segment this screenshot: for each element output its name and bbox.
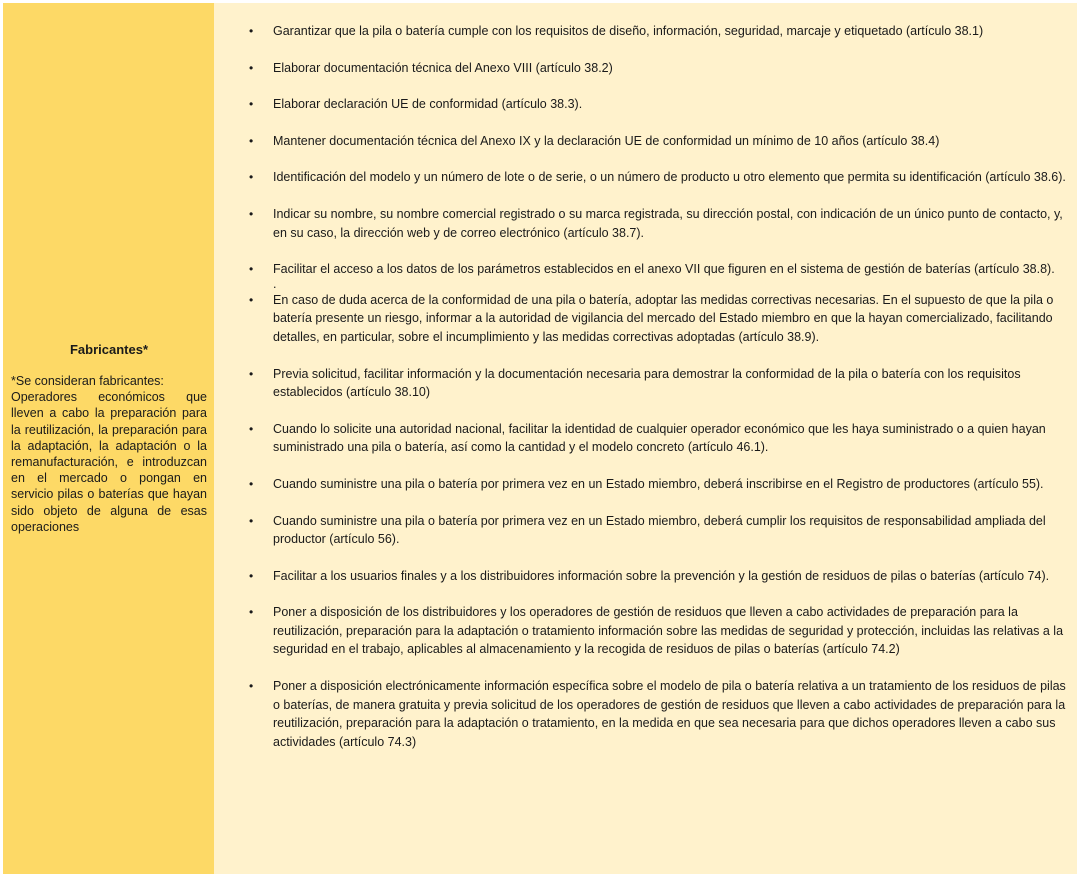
obligation-item (223, 567, 1071, 586)
stray-dot: . (273, 276, 277, 291)
obligation-text: Poner a disposición electrónicamente información específica sobre el modelo de pila o batería relativa a un tratamiento de los residuos de pilas o baterías, de manera gratuita y previa solicitud de los operadores de gestión de residuos que lleven a cabo actividades de preparación para la reutilización, preparación para la adaptación o tratamiento, en la medida en que sea necesaria para que dichos operadores lleven a cabo sus actividades (artículo 74.3) (273, 679, 1066, 749)
obligation-item (223, 260, 1071, 279)
obligation-item (223, 603, 1071, 659)
bullet-icon: • (249, 60, 254, 75)
bullet-icon: • (249, 421, 254, 436)
bullet-icon: • (249, 605, 254, 620)
obligation-item (223, 205, 1071, 242)
obligation-item (223, 291, 1071, 347)
bullet-icon: • (249, 366, 254, 381)
obligation-item (223, 22, 1071, 41)
obligation-item (223, 420, 1071, 457)
bullet-icon: • (249, 97, 254, 112)
obligation-text: Garantizar que la pila o batería cumple con los requisitos de diseño, información, seguridad, marcaje y etiquetado (artículo 38.1) (273, 24, 984, 38)
bullet-icon: • (249, 568, 254, 583)
role-note-text: Operadores económicos que lleven a cabo la preparación para la reutilización, la preparación para la adaptación, la adaptación o la remanufacturación, e introduzcan en el mercado o pongan en servicio pilas o baterías que hayan sido objeto de alguna de esas operaciones (11, 390, 207, 534)
bullet-icon: • (249, 476, 254, 491)
obligation-item (223, 475, 1071, 494)
bullet-icon: • (249, 262, 254, 277)
obligation-text: Cuando lo solicite una autoridad nacional, facilitar la identidad de cualquier operador económico que les haya suministrado o a quien hayan suministrado una pila o batería, así como la cantidad y el modelo concreto (artículo 46.1). (273, 421, 1046, 455)
role-cell (3, 3, 214, 874)
obligation-text: Cuando suministre una pila o batería por primera vez en un Estado miembro, deberá inscribirse en el Registro de productores (artículo 55). (273, 476, 1044, 491)
obligations-table (3, 3, 1077, 874)
obligation-item (223, 512, 1071, 549)
obligation-text: Elaborar declaración UE de conformidad (artículo 38.3). (273, 97, 583, 112)
obligation-text: Facilitar a los usuarios finales y a los distribuidores información sobre la prevención y la gestión de residuos de pilas o baterías (artículo 74). (273, 568, 1050, 583)
bullet-icon: • (249, 206, 254, 221)
obligation-text: Facilitar el acceso a los datos de los parámetros establecidos en el anexo VII que figuren en el sistema de gestión de baterías (artículo 38.8). (273, 262, 1055, 277)
obligation-text: Cuando suministre una pila o batería por primera vez en un Estado miembro, deberá cumplir los requisitos de responsabilidad ampliada del productor (artículo 56). (273, 513, 1046, 547)
role-title: Fabricantes* (69, 341, 149, 357)
bullet-icon: • (249, 679, 254, 694)
obligation-item (223, 132, 1071, 151)
bullet-icon: • (249, 292, 254, 307)
bullet-icon: • (249, 513, 254, 528)
obligation-item (223, 95, 1071, 114)
obligation-item (223, 59, 1071, 78)
obligation-text: Identificación del modelo y un número de lote o de serie, o un número de producto u otro elemento que permita su identificación (artículo 38.6). (273, 170, 1066, 185)
bullet-icon: • (249, 133, 254, 148)
obligation-text: Mantener documentación técnica del Anexo IX y la declaración UE de conformidad un mínimo de 10 años (artículo 38.4) (273, 133, 940, 148)
role-definition (11, 373, 207, 535)
obligations-list (223, 22, 1071, 751)
bullet-icon: • (249, 24, 254, 38)
obligation-text: Poner a disposición de los distribuidores y los operadores de gestión de residuos que lleven a cabo actividades de preparación para la reutilización, preparación para la adaptación o tratamiento información sobre las medidas de seguridad y protección, incluidas las relativas a la seguridad en el trabajo, aplicables al almacenamiento y la recogida de residuos de pilas o baterías (artículo 74.2) (273, 605, 1064, 657)
obligation-item (223, 677, 1071, 751)
obligation-text: En caso de duda acerca de la conformidad de una pila o batería, adoptar las medidas correctivas necesarias. En el supuesto de que la pila o batería presente un riesgo, informar a la autoridad de vigilancia del mercado del Estado miembro en que la hayan comercializado, facilitando detalles, en particular, sobre el incumplimiento y las medidas correctivas adoptadas (artículo 38.9). (273, 292, 1054, 344)
obligation-text: Indicar su nombre, su nombre comercial registrado o su marca registrada, su dirección postal, con indicación de un único punto de contacto, y, en su caso, la dirección web y de correo electrónico (artículo 38.7). (273, 206, 1063, 240)
obligations-cell (214, 3, 1077, 874)
role-note-heading: *Se consideran fabricantes: (11, 373, 164, 388)
obligation-text: Elaborar documentación técnica del Anexo VIII (artículo 38.2) (273, 60, 613, 75)
obligation-item (223, 168, 1071, 187)
bullet-icon: • (249, 170, 254, 185)
obligation-text: Previa solicitud, facilitar información y la documentación necesaria para demostrar la conformidad de la pila o batería con los requisitos establecidos (artículo 38.10) (273, 366, 1021, 400)
obligation-item (223, 365, 1071, 402)
